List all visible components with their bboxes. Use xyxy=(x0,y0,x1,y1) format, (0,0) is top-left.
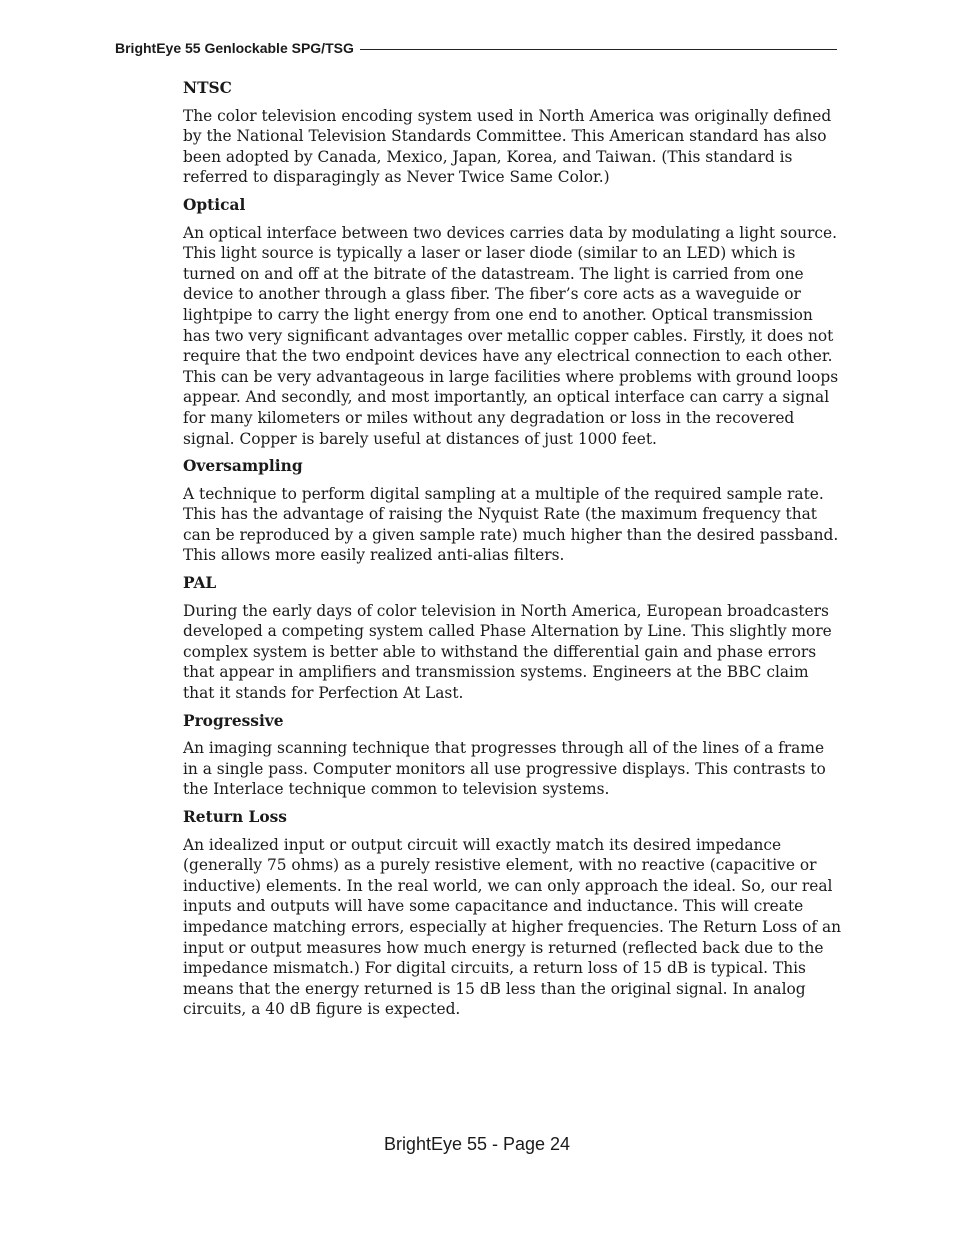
glossary-definition: The color television encoding system used in North America was originally defined by the National Television Standards Committee. This American standard has also been adopted by Canada, Mexico, Japan, Korea, and Taiwan. (This standard is referred to disparagingly as Never Twice Same Color.) xyxy=(183,106,832,187)
glossary-definition: An optical interface between two devices carries data by modulating a light source. This light source is typically a laser or laser diode (similar to an LED) which is turned on and off at the bitrate of the datastream. The light is carried from one device to another through a glass fiber. The fiber’s core acts as a waveguide or lightpipe to carry the light energy from one end to another. Optical transmission has two very significant advantages over metallic copper cables. Firstly, it does not require that the two endpoint devices have any electrical connection to each other. This can be very advantageous in large facilities where problems with ground loops appear. And secondly, and most importantly, an optical interface can carry a signal for many kilometers or miles without any degradation or loss in the recovered signal. Copper is barely useful at distances of just 1000 feet. xyxy=(183,223,839,448)
glossary-term: Oversampling xyxy=(183,457,303,476)
running-header xyxy=(115,40,837,56)
glossary-definition: An idealized input or output circuit will exactly match its desired impedance (generally 75 ohms) as a purely resistive element, with no reactive (capacitive or inductive) elements. In the real world, we can only approach the ideal. So, our real inputs and outputs will have some capacitance and inductance. This will create impedance matching errors, especially at higher frequencies. The Return Loss of an input or output measures how much energy is returned (reflected back due to the impedance mismatch.) For digital circuits, a return loss of 15 dB is typical. This means that the energy returned is 15 dB less than the original signal. In analog circuits, a 40 dB figure is expected. xyxy=(183,835,842,1019)
glossary-term: PAL xyxy=(183,574,217,593)
glossary-entry-progressive xyxy=(183,711,843,800)
glossary-definition: A technique to perform digital sampling at a multiple of the required sample rate. This has the advantage of raising the Nyquist Rate (the maximum frequency that can be reproduced by a given sample rate) much higher than the desired passband. This allows more easily realized anti-alias filters. xyxy=(183,484,839,565)
glossary-entry-return-loss xyxy=(183,807,843,1020)
glossary-term: Progressive xyxy=(183,711,284,730)
glossary-content xyxy=(183,78,843,1027)
glossary-definition: During the early days of color television in North America, European broadcasters developed a competing system called Phase Alternation by Line. This slightly more complex system is better able to withstand the differential gain and phase errors that appear in amplifiers and transmission systems. Engineers at the BBC claim that it stands for Perfection At Last. xyxy=(183,601,832,703)
document-title: BrightEye 55 Genlockable SPG/TSG xyxy=(115,40,354,56)
glossary-entry-ntsc xyxy=(183,78,843,188)
glossary-entry-optical xyxy=(183,195,843,449)
page-footer: BrightEye 55 - Page 24 xyxy=(383,1134,571,1154)
glossary-term: NTSC xyxy=(183,79,232,97)
glossary-entry-pal xyxy=(183,573,843,704)
header-rule xyxy=(360,49,837,50)
glossary-term: Return Loss xyxy=(183,808,287,826)
glossary-term: Optical xyxy=(183,195,246,214)
glossary-definition: An imaging scanning technique that progresses through all of the lines of a frame in a single pass. Computer monitors all use progressive displays. This contrasts to the Interlace technique common to television systems. xyxy=(183,739,826,799)
glossary-entry-oversampling xyxy=(183,456,843,566)
